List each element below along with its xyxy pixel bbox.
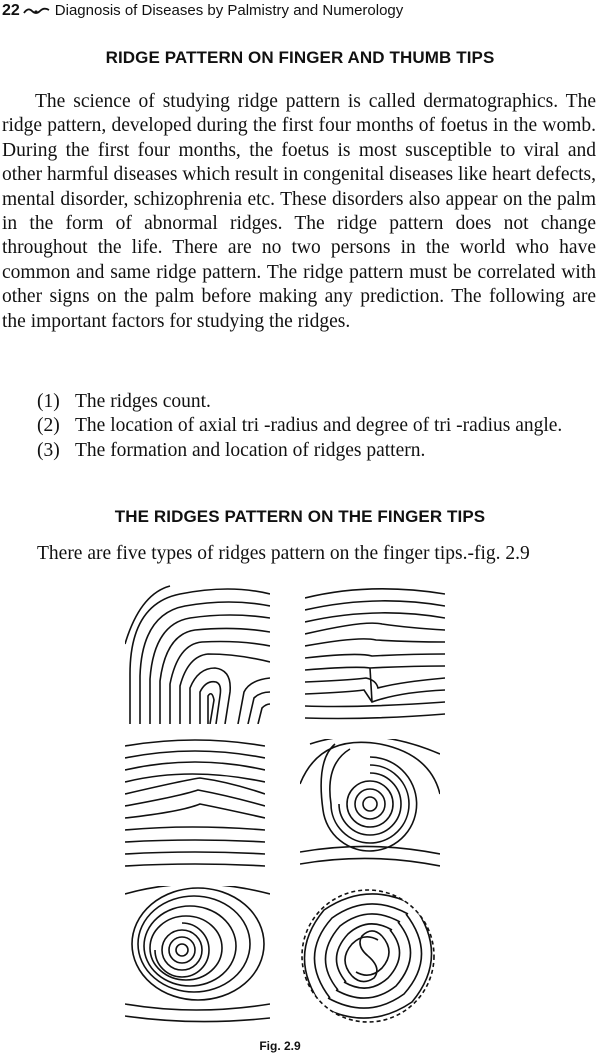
running-header <box>2 2 403 20</box>
section-heading-finger-tips: THE RIDGES PATTERN ON THE FINGER TIPS <box>114 507 486 526</box>
list-number: (3) <box>37 439 60 461</box>
list-text: The location of axial tri -radius and degree of tri -radius angle. <box>75 415 563 437</box>
tented-arch-pattern-icon <box>305 589 445 719</box>
arch-pattern-icon <box>125 740 265 866</box>
list-number: (1) <box>37 391 60 412</box>
figure-caption: Fig. 2.9 <box>259 1039 301 1053</box>
whorl-pattern-icon <box>300 736 440 866</box>
list-item <box>37 439 597 463</box>
composite-whorl-pattern-icon <box>125 884 270 1022</box>
paragraph-dermatographics: The science of studying ridge pattern is called dermatographics. The ridge pattern, developed during the first four months of foetus in the womb. During the first four months, the foetus is most susceptible to viral and other harmful diseases which result in congenital diseases like heart defects, mental disorder, schizophrenia etc. These disorders also appear on the palm in the form of abnormal ridges. The ridge pattern does not change throughout the life. There are no two persons in the world who have common and same ridge pattern. The ridge pattern must be correlated with other signs on the palm before making any prediction. The following are the important factors for studying the ridges. <box>2 91 597 332</box>
list-item <box>37 414 597 438</box>
list-number: (2) <box>37 415 60 437</box>
list-item <box>37 390 597 414</box>
accidental-pattern-icon <box>302 890 434 1022</box>
list-text: The ridges count. <box>75 391 211 412</box>
list-text: The formation and location of ridges pattern. <box>75 439 426 461</box>
loop-pattern-icon <box>125 586 270 724</box>
body-paragraph <box>2 90 596 334</box>
factors-list <box>37 390 597 463</box>
section-heading-ridge-pattern: RIDGE PATTERN ON FINGER AND THUMB TIPS <box>105 48 495 67</box>
fingerprint-figure <box>120 584 450 1034</box>
running-title: Diagnosis of Diseases by Palmistry and Numerology <box>54 2 404 19</box>
tilde-ornament-icon <box>23 5 51 17</box>
figure-intro-text: There are five types of ridges pattern on the finger tips.-fig. 2.9 <box>37 543 530 564</box>
page-number: 22 <box>2 2 20 19</box>
